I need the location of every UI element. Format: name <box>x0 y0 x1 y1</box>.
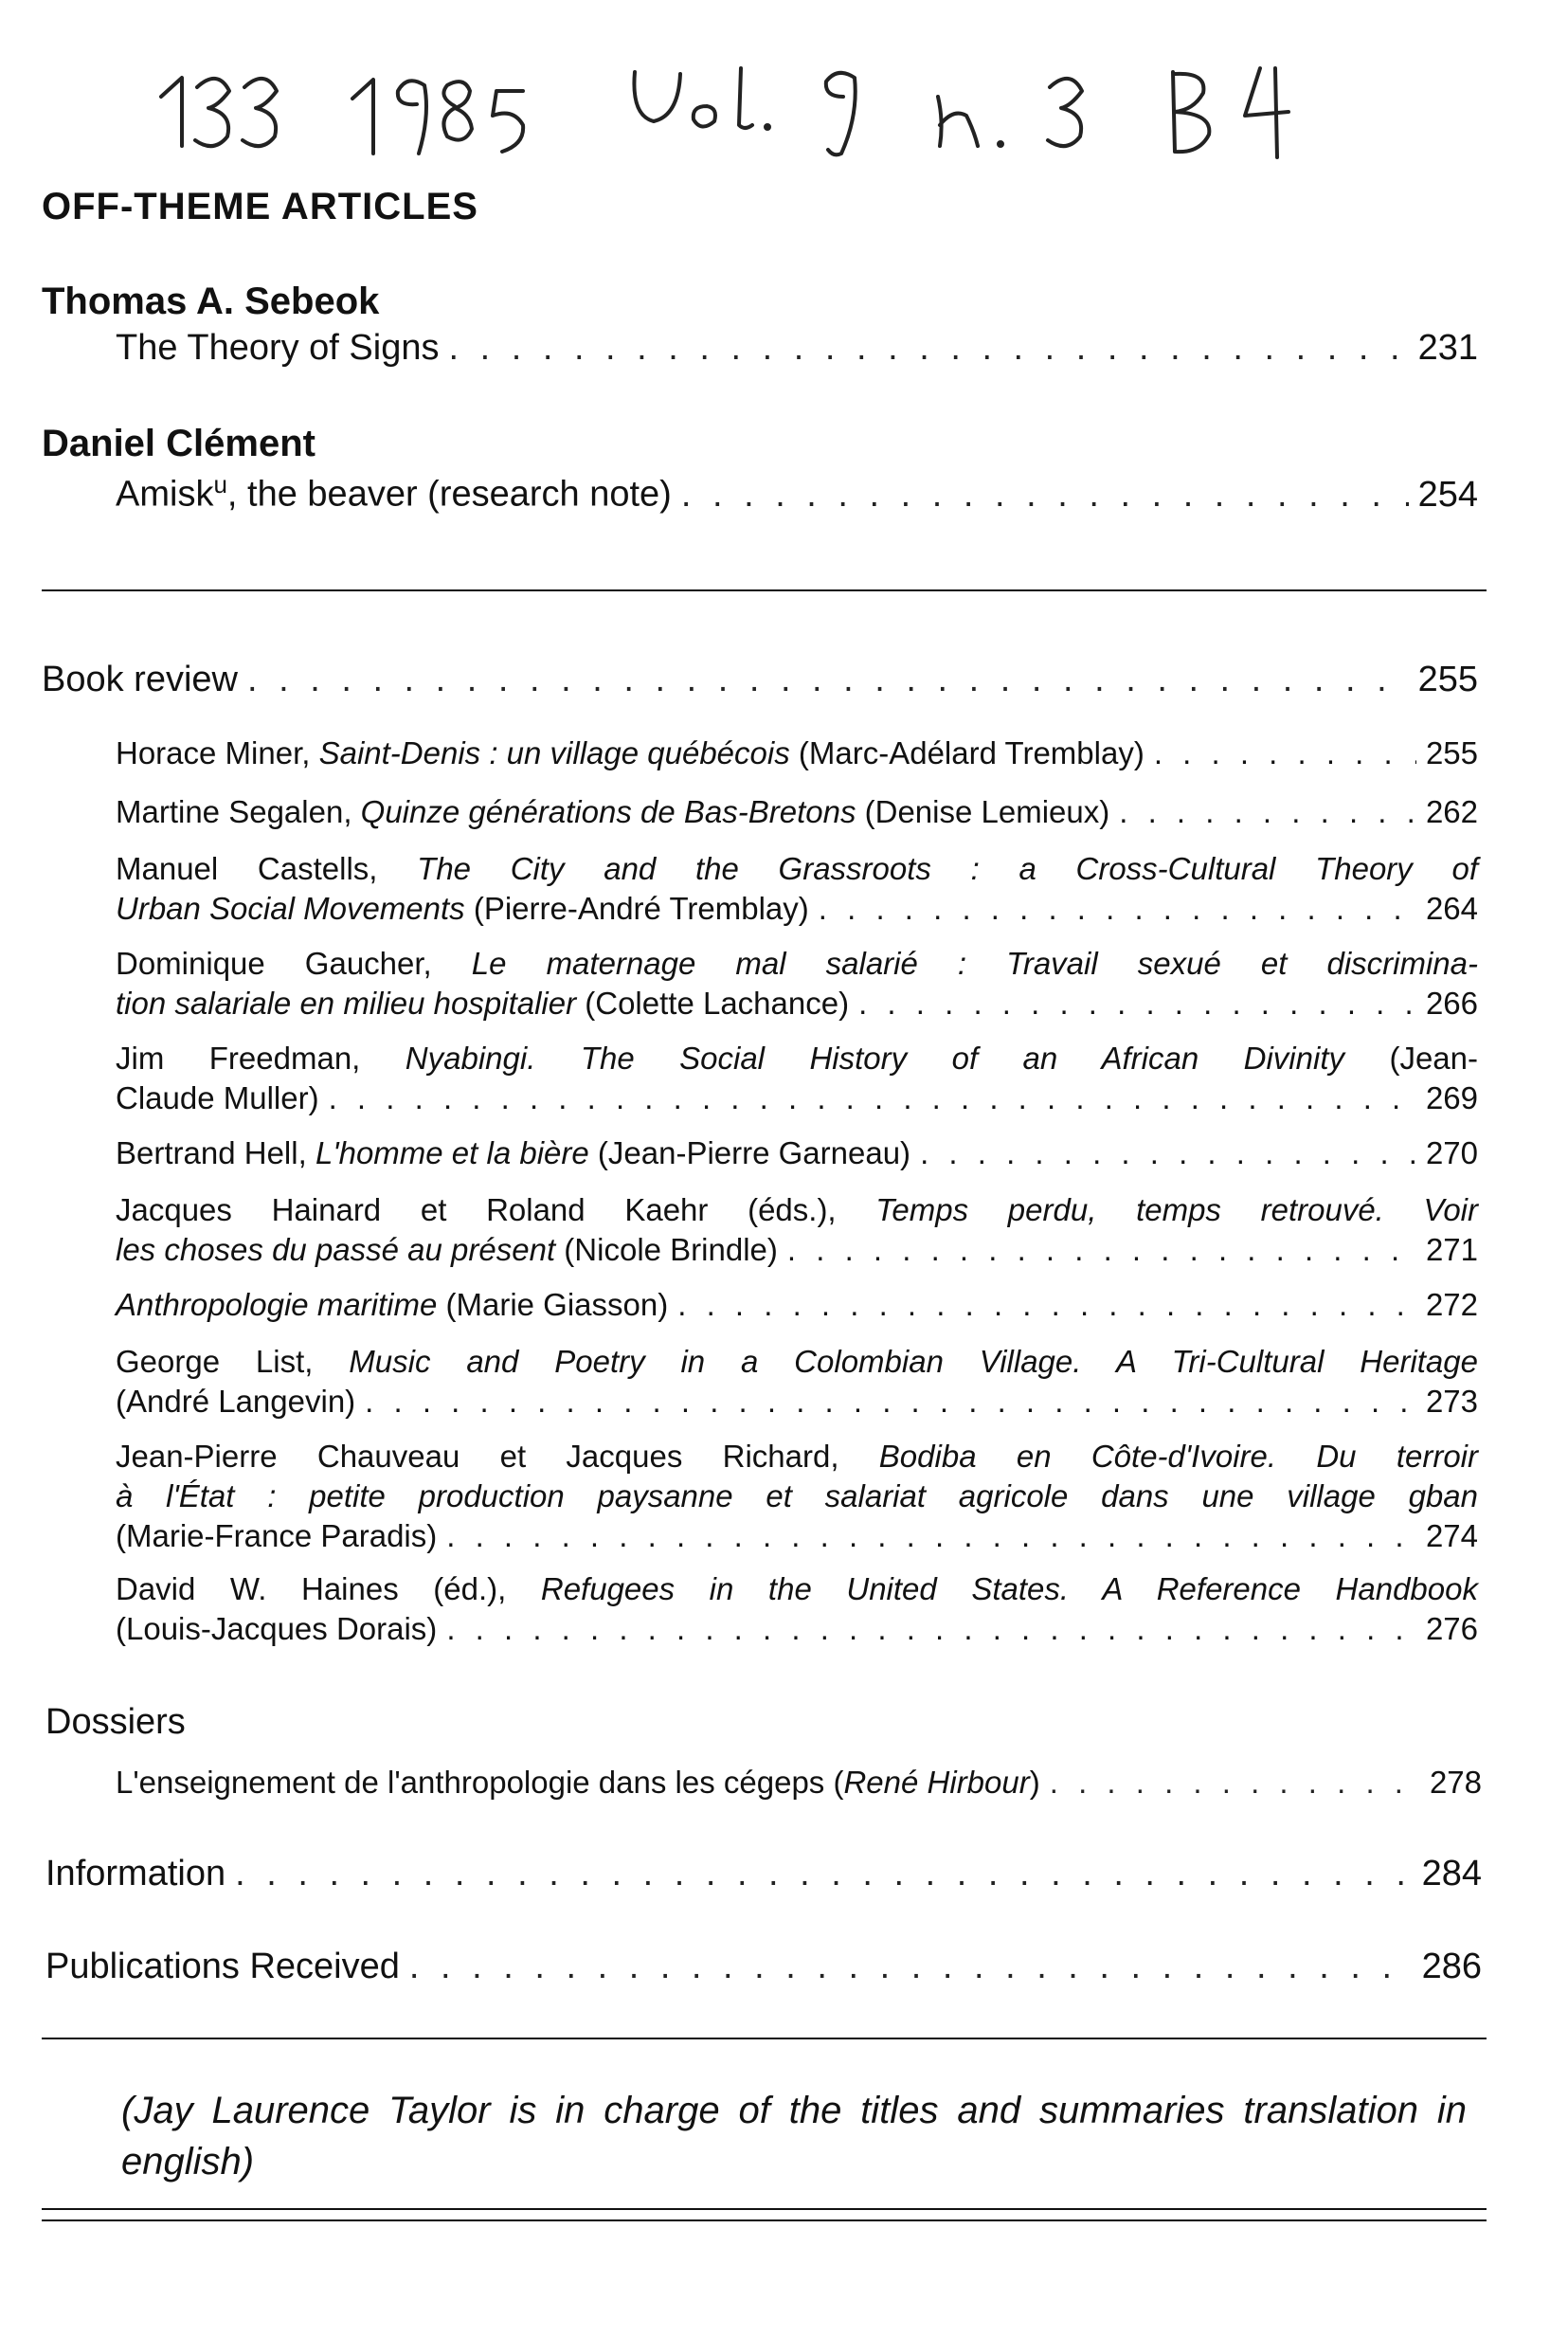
toc-row-publications[interactable] <box>45 1947 1482 1987</box>
article-author: Daniel Clément <box>42 423 315 464</box>
section-heading: OFF-THEME ARTICLES <box>42 186 478 227</box>
review-line: Bertrand Hell, L'homme et la bière (Jean-Pierre Garneau) . . . 270 <box>116 1133 1478 1173</box>
review-line: Jean-Pierre Chauveau et Jacques Richard, Bodiba en Côte-d'Ivoire. Du terroir <box>116 1439 1478 1474</box>
leader-dots <box>409 1947 1413 1987</box>
leader-dots <box>365 1382 1416 1422</box>
leader-dots <box>247 660 1409 700</box>
review-line: Urban Social Movements (Pierre-André Tremblay) . . . 264 <box>116 889 1478 929</box>
page-number: 271 <box>1425 1232 1478 1267</box>
review-line: Jim Freedman, Nyabingi. The Social History of an African Divinity (Jean- <box>116 1041 1478 1076</box>
toc-row-review[interactable] <box>116 1039 1478 1118</box>
leader-dots <box>1119 792 1416 832</box>
divider <box>42 589 1487 591</box>
page-number: 266 <box>1425 986 1478 1021</box>
leader-dots <box>1050 1765 1420 1801</box>
footer-note: (Jay Laurence Taylor is in charge of the titles and summaries translation in english) <box>121 2090 1467 2183</box>
review-line: (Louis-Jacques Dorais) . . . 276 <box>116 1609 1478 1649</box>
review-line: (Marie-France Paradis) . . . 274 <box>116 1516 1478 1556</box>
review-line: Dominique Gaucher, Le maternage mal salarié : Travail sexué et discrimina- <box>116 946 1478 981</box>
article-title: The Theory of Signs <box>116 328 440 368</box>
publications-label: Publications Received <box>45 1947 400 1986</box>
review-line: les choses du passé au présent (Nicole Brindle) . . . 271 <box>116 1230 1478 1270</box>
toc-row-review[interactable] <box>116 944 1478 1024</box>
page-number: 264 <box>1425 891 1478 926</box>
dossier-title: L'enseignement de l'anthropologie dans les cégeps (René Hirbour) <box>116 1765 1040 1800</box>
page-number: 278 <box>1429 1765 1482 1800</box>
article-author: Thomas A. Sebeok <box>42 281 380 322</box>
review-line: Horace Miner, Saint-Denis : un village québécois (Marc-Adélard Tremblay) . . . 255 <box>116 734 1478 773</box>
leader-dots <box>787 1230 1416 1270</box>
page-number: 286 <box>1421 1947 1482 1986</box>
page-number: 284 <box>1421 1854 1482 1893</box>
toc-row-review[interactable] <box>116 1285 1478 1325</box>
toc-row-review[interactable] <box>116 1133 1478 1173</box>
leader-dots <box>448 328 1408 369</box>
page-number: 262 <box>1425 794 1478 829</box>
toc-row-review[interactable] <box>116 1342 1478 1422</box>
review-line: à l'État : petite production paysanne et salariat agricole dans une village gban <box>116 1478 1478 1513</box>
page-number: 255 <box>1417 660 1478 699</box>
page-number: 231 <box>1417 328 1478 368</box>
toc-row-review[interactable] <box>116 1437 1478 1556</box>
article-title: Amisk$^u$, the beaver (research note) <box>116 470 672 515</box>
review-line: Anthropologie maritime (Marie Giasson) . . . 272 <box>116 1285 1478 1325</box>
review-line: Jacques Hainard et Roland Kaehr (éds.), Temps perdu, temps retrouvé. Voir <box>116 1192 1478 1227</box>
leader-dots <box>858 984 1416 1024</box>
review-line: Manuel Castells, The City and the Grassroots : a Cross-Cultural Theory of <box>116 851 1478 886</box>
review-line: Claude Muller) . . . 269 <box>116 1078 1478 1118</box>
toc-row-review[interactable] <box>116 734 1478 773</box>
review-line: George List, Music and Poetry in a Colombian Village. A Tri-Cultural Heritage <box>116 1344 1478 1379</box>
page-number: 272 <box>1425 1287 1478 1322</box>
leader-dots <box>1154 734 1416 773</box>
review-line: (André Langevin) . . . 273 <box>116 1382 1478 1422</box>
toc-row-review[interactable] <box>116 849 1478 929</box>
page-number: 255 <box>1425 735 1478 770</box>
review-line: David W. Haines (éd.), Refugees in the United States. A Reference Handbook <box>116 1571 1478 1606</box>
leader-dots <box>235 1854 1413 1894</box>
handwritten-note <box>142 59 1374 163</box>
leader-dots <box>681 475 1409 516</box>
toc-row-review[interactable] <box>116 1569 1478 1649</box>
double-divider <box>42 2208 1487 2221</box>
leader-dots <box>920 1133 1416 1173</box>
page-number: 270 <box>1425 1135 1478 1170</box>
toc-row-review[interactable] <box>116 1190 1478 1270</box>
page-number: 273 <box>1425 1384 1478 1419</box>
page-number: 274 <box>1425 1518 1478 1553</box>
leader-dots <box>819 889 1416 929</box>
leader-dots <box>446 1609 1416 1649</box>
dossiers-heading: Dossiers <box>45 1702 186 1742</box>
toc-row-book-review[interactable] <box>42 660 1478 700</box>
review-line: tion salariale en milieu hospitalier (Colette Lachance) . . . 266 <box>116 984 1478 1024</box>
toc-row-article[interactable] <box>116 470 1478 516</box>
toc-row-article[interactable] <box>116 328 1478 369</box>
book-review-label: Book review <box>42 660 238 699</box>
toc-row-information[interactable] <box>45 1854 1482 1894</box>
page-number: 269 <box>1425 1080 1478 1115</box>
leader-dots <box>329 1078 1416 1118</box>
page-number: 276 <box>1425 1611 1478 1646</box>
leader-dots <box>677 1285 1416 1325</box>
page-number: 254 <box>1417 474 1478 515</box>
leader-dots <box>446 1516 1416 1556</box>
toc-row-dossier[interactable] <box>116 1765 1482 1801</box>
information-label: Information <box>45 1854 226 1893</box>
review-line: Martine Segalen, Quinze générations de Bas-Bretons (Denise Lemieux) . . . 262 <box>116 792 1478 832</box>
toc-row-review[interactable] <box>116 792 1478 832</box>
divider <box>42 2038 1487 2039</box>
